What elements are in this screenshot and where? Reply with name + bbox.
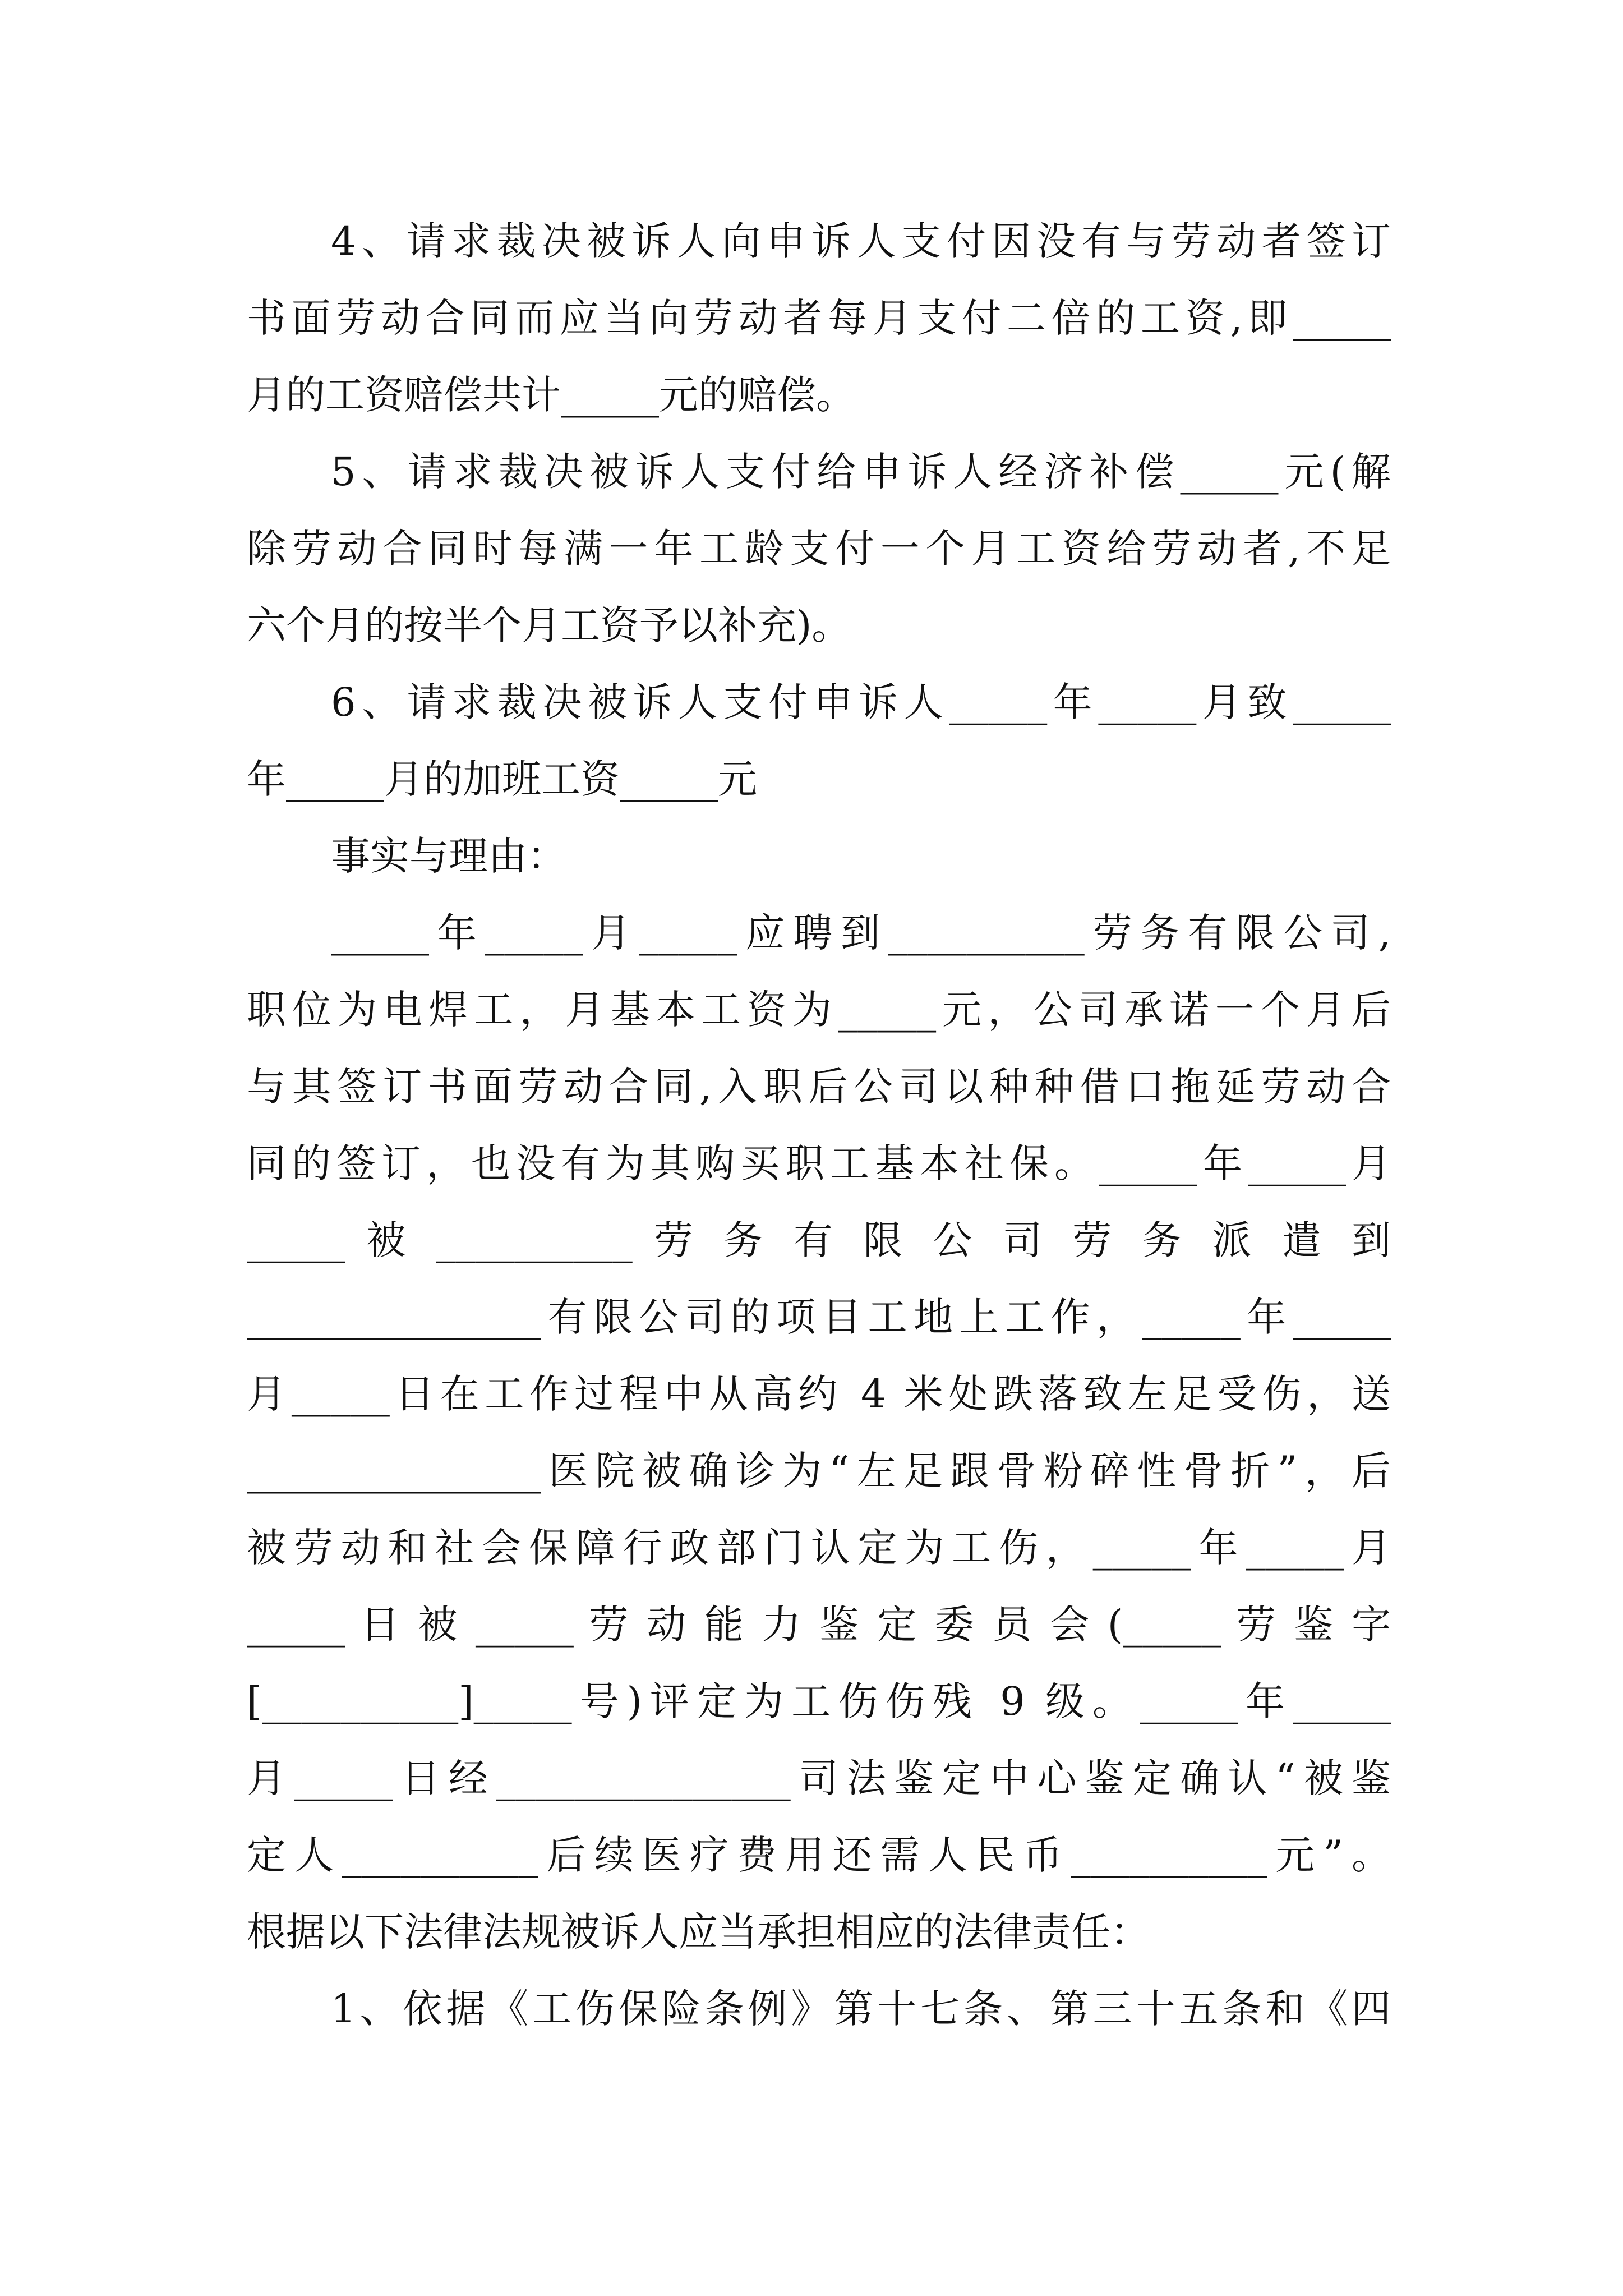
text-line: _____ 日 被 _____ 劳 动 能 力 鉴 定 委 员 会 (_____ 劳 鉴 字: [247, 1602, 1391, 1648]
text-line: 月_____日在工作过程中从高约 4 米处跌落致左足受伤，送: [247, 1371, 1391, 1417]
text-line: 1、依据《工伤保险条例》第十七条、第三十五条和《四: [331, 1986, 1391, 2032]
text-line: 六个月的按半个月工资予以补充)。: [247, 602, 851, 648]
text-line: 月的工资赔偿共计_____元的赔偿。: [247, 372, 855, 418]
text-line: 根据以下法律法规被诉人应当承担相应的法律责任：: [247, 1909, 1150, 1955]
text-line: 被劳动和社会保障行政部门认定为工伤，_____年_____月: [247, 1525, 1391, 1571]
text-line: 除劳动合同时每满一年工龄支付一个月工资给劳动者,不足: [247, 526, 1391, 572]
text-line: 定人__________后续医疗费用还需人民币__________元”。: [247, 1832, 1391, 1878]
text-line: _____年_____月_____应聘到__________劳务有限公司,: [331, 910, 1391, 956]
text-line: 职位为电焊工，月基本工资为_____元，公司承诺一个月后: [247, 987, 1391, 1033]
text-line: _______________医院被确诊为“左足跟骨粉碎性骨折”，后: [247, 1448, 1391, 1494]
text-line: 6、请求裁决被诉人支付申诉人_____年_____月致_____: [331, 679, 1391, 725]
section-heading: 事实与理由：: [331, 833, 566, 879]
text-line: _____ 被 __________ 劳 务 有 限 公 司 劳 务 派 遣 到: [247, 1217, 1391, 1263]
text-line: _______________有限公司的项目工地上工作，_____年_____: [247, 1294, 1391, 1340]
text-line: [__________]_____号)评定为工伤伤残 9 级。_____年_____: [247, 1678, 1391, 1724]
text-line: 4、请求裁决被诉人向申诉人支付因没有与劳动者签订: [331, 218, 1391, 264]
text-line: 同的签订，也没有为其购买职工基本社保。_____年_____月: [247, 1140, 1391, 1186]
text-line: 月_____日经_______________司法鉴定中心鉴定确认“被鉴: [247, 1755, 1391, 1801]
text-line: 书面劳动合同而应当向劳动者每月支付二倍的工资,即_____: [247, 295, 1391, 341]
text-line: 年_____月的加班工资_____元: [247, 756, 757, 802]
text-line: 5、请求裁决被诉人支付给申诉人经济补偿_____元(解: [331, 449, 1391, 495]
text-line: 与其签订书面劳动合同,入职后公司以种种借口拖延劳动合: [247, 1064, 1391, 1110]
